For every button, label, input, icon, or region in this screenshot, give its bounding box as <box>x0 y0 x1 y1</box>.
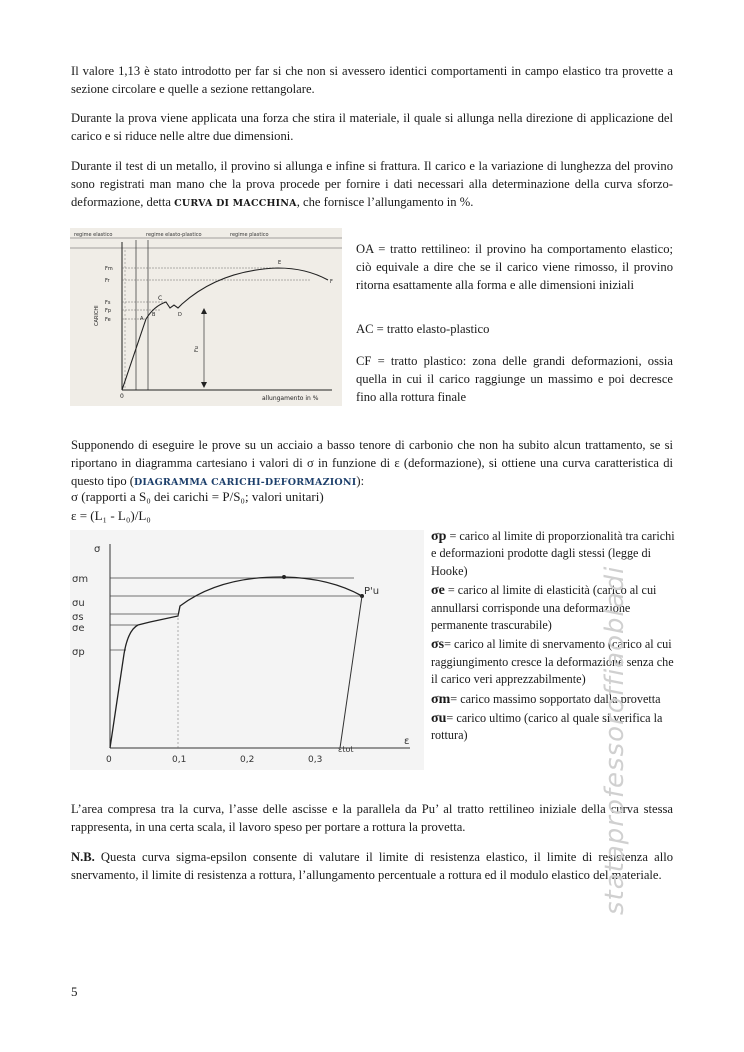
nb-text: Questa curva sigma-epsilon consente di valutare il limite di resistenza elastico, il limite di resistenza allo snervamento, il limite di resistenza a rottura, l’allungamento percentuale a rottura ed il modulo elastico del materiale. <box>71 850 673 882</box>
fig2-tick-02: 0,2 <box>240 755 255 765</box>
fig2-tick-0: 0 <box>106 755 112 765</box>
fig1-load-fm: Fm <box>105 266 113 272</box>
machine-curve-figure <box>70 228 342 406</box>
fig1-load-fe: Fe <box>105 317 111 323</box>
fig2-sigma-e: σe <box>72 623 85 634</box>
fig1-load-fr: Fr <box>105 278 110 284</box>
fig1-point-f: F <box>330 279 333 285</box>
paragraph-diagram-text: Supponendo di eseguire le prove su un acciaio a basso tenore di carbonio che non ha subito alcun trattamento, se si riportano in diagramma cartesiano i valori di σ in funzione di ε (deformazione), si ottiene una curva caratteristica di questo tipo ( <box>71 438 673 488</box>
fig1-x-axis-label: allungamento in % <box>262 395 319 402</box>
term-diagramma: DIAGRAMMA CARICHI-DEFORMAZIONI <box>133 477 357 488</box>
def-sigma-m <box>431 691 675 708</box>
def-sigma-u-text: = carico ultimo (carico al quale si verifica la rottura) <box>431 711 663 743</box>
def-sigma-p <box>431 528 675 580</box>
paragraph-area: L’area compresa tra la curva, l’asse delle ascisse e la parallela da Pu’ al tratto rettilineo iniziale della curva stessa rappresenta, in una certa scala, il lavoro speso per portare a rottura la provetta. <box>71 802 673 834</box>
fig2-pu-label: P'u <box>364 586 380 597</box>
def-sigma-m-symbol: σm <box>431 691 451 707</box>
fig2-x-axis-label: ε <box>404 736 410 747</box>
note-oa: OA = tratto rettilineo: il provino ha comportamento elastico; ciò equivale a dire che se il carico viene rimosso, il provino ritorna esattamente alla forma e alle dimensioni iniziali <box>356 242 673 292</box>
page-number: 5 <box>71 984 78 999</box>
fig1-load-fs: Fs <box>105 300 111 306</box>
paragraph-test-text: Durante il test di un metallo, il provino si allunga e infine si frattura. Il carico e la variazione di lunghezza del provino sono registrati man mano che la prova procede per fornire i dati necessari alla determinazione della curva sforzo-deformazione, detta <box>71 159 673 209</box>
paragraph-test <box>71 157 673 213</box>
def-sigma-u-symbol: σu <box>431 711 447 727</box>
fig1-y-axis-label: CARICHI <box>94 305 100 326</box>
note-ac: AC = tratto elasto-plastico <box>356 322 490 336</box>
definitions-list <box>431 528 675 747</box>
term-curva-di-macchina: CURVA DI MACCHINA <box>174 198 297 209</box>
fig2-y-axis-label: σ <box>94 544 101 555</box>
def-sigma-m-text: = carico massimo sopportato dalla provetta <box>450 691 661 706</box>
fig2-sigma-s: σs <box>72 612 84 623</box>
def-sigma-s <box>431 636 675 688</box>
formula-sigma: σ (rapporti a S₀ dei carichi = P/S₀; valori unitari) <box>71 489 324 504</box>
fig1-arrow-label: Fu <box>194 346 200 352</box>
def-sigma-p-symbol: σp <box>431 529 447 544</box>
region-elastoplastic-label: regime elasto-plastico <box>146 232 202 238</box>
def-sigma-e-text: = carico al limite di elasticità (carico al cui annullarsi corrisponde una deformazione permanente trascurabile) <box>431 583 657 633</box>
paragraph-test-end: , che fornisce l’allungamento in %. <box>296 195 474 209</box>
note-cf: CF = tratto plastico: zona delle grandi deformazioni, ossia quella in cui il carico raggiunge un massimo e poi decresce fino alla rottura finale <box>356 354 673 404</box>
fig2-sigma-u: σu <box>72 598 85 609</box>
def-sigma-s-symbol: σs <box>431 637 445 653</box>
def-sigma-e-symbol: σe <box>431 583 445 599</box>
fig1-point-e: E <box>278 260 282 266</box>
watermark: stataprofessoroffiaobladi <box>600 565 630 915</box>
fig1-point-b: B <box>152 312 156 318</box>
paragraph-nb <box>71 848 673 884</box>
paragraph-diagram-end: ): <box>356 474 365 488</box>
fig2-eps-tot: εtot <box>338 745 354 754</box>
paragraph-diagram-intro <box>71 436 673 492</box>
nb-label: N.B. <box>71 850 95 864</box>
fig1-point-a: A <box>140 316 144 322</box>
fig1-point-d: D <box>178 312 182 318</box>
formula-epsilon: ε = (L₁ - L₀)/L₀ <box>71 508 151 523</box>
sigma-epsilon-figure <box>70 530 424 770</box>
def-sigma-u <box>431 710 675 745</box>
fig2-sigma-p: σp <box>72 647 85 658</box>
def-sigma-e <box>431 582 675 634</box>
fig1-origin: 0 <box>120 393 124 400</box>
fig1-point-c: C <box>158 295 163 302</box>
fig2-sigma-m: σm <box>72 574 89 585</box>
fig2-tick-01: 0,1 <box>172 755 187 765</box>
region-elastic-label: regime elastico <box>74 232 113 238</box>
def-sigma-p-text: = carico al limite di proporzionalità tra carichi e deformazioni prodotte dagli stessi (legge di Hooke) <box>431 529 675 578</box>
fig1-load-fp: Fp <box>105 308 112 314</box>
def-sigma-s-text: = carico al limite di snervamento (carico al cui raggiungimento cresce la deformazione senza che il carico veri apprezzabilmente) <box>431 637 674 687</box>
fig2-tick-03: 0,3 <box>308 755 323 765</box>
region-plastic-label: regime plastico <box>230 232 269 238</box>
paragraph-force: Durante la prova viene applicata una forza che stira il materiale, il quale si allunga nella direzione di applicazione del carico e si riduce nelle altre due dimensioni. <box>71 111 673 143</box>
paragraph-intro: Il valore 1,13 è stato introdotto per far si che non si avessero identici comportamenti in campo elastico tra provette a sezione circolare e quelle a sezione rettangolare. <box>71 64 673 96</box>
